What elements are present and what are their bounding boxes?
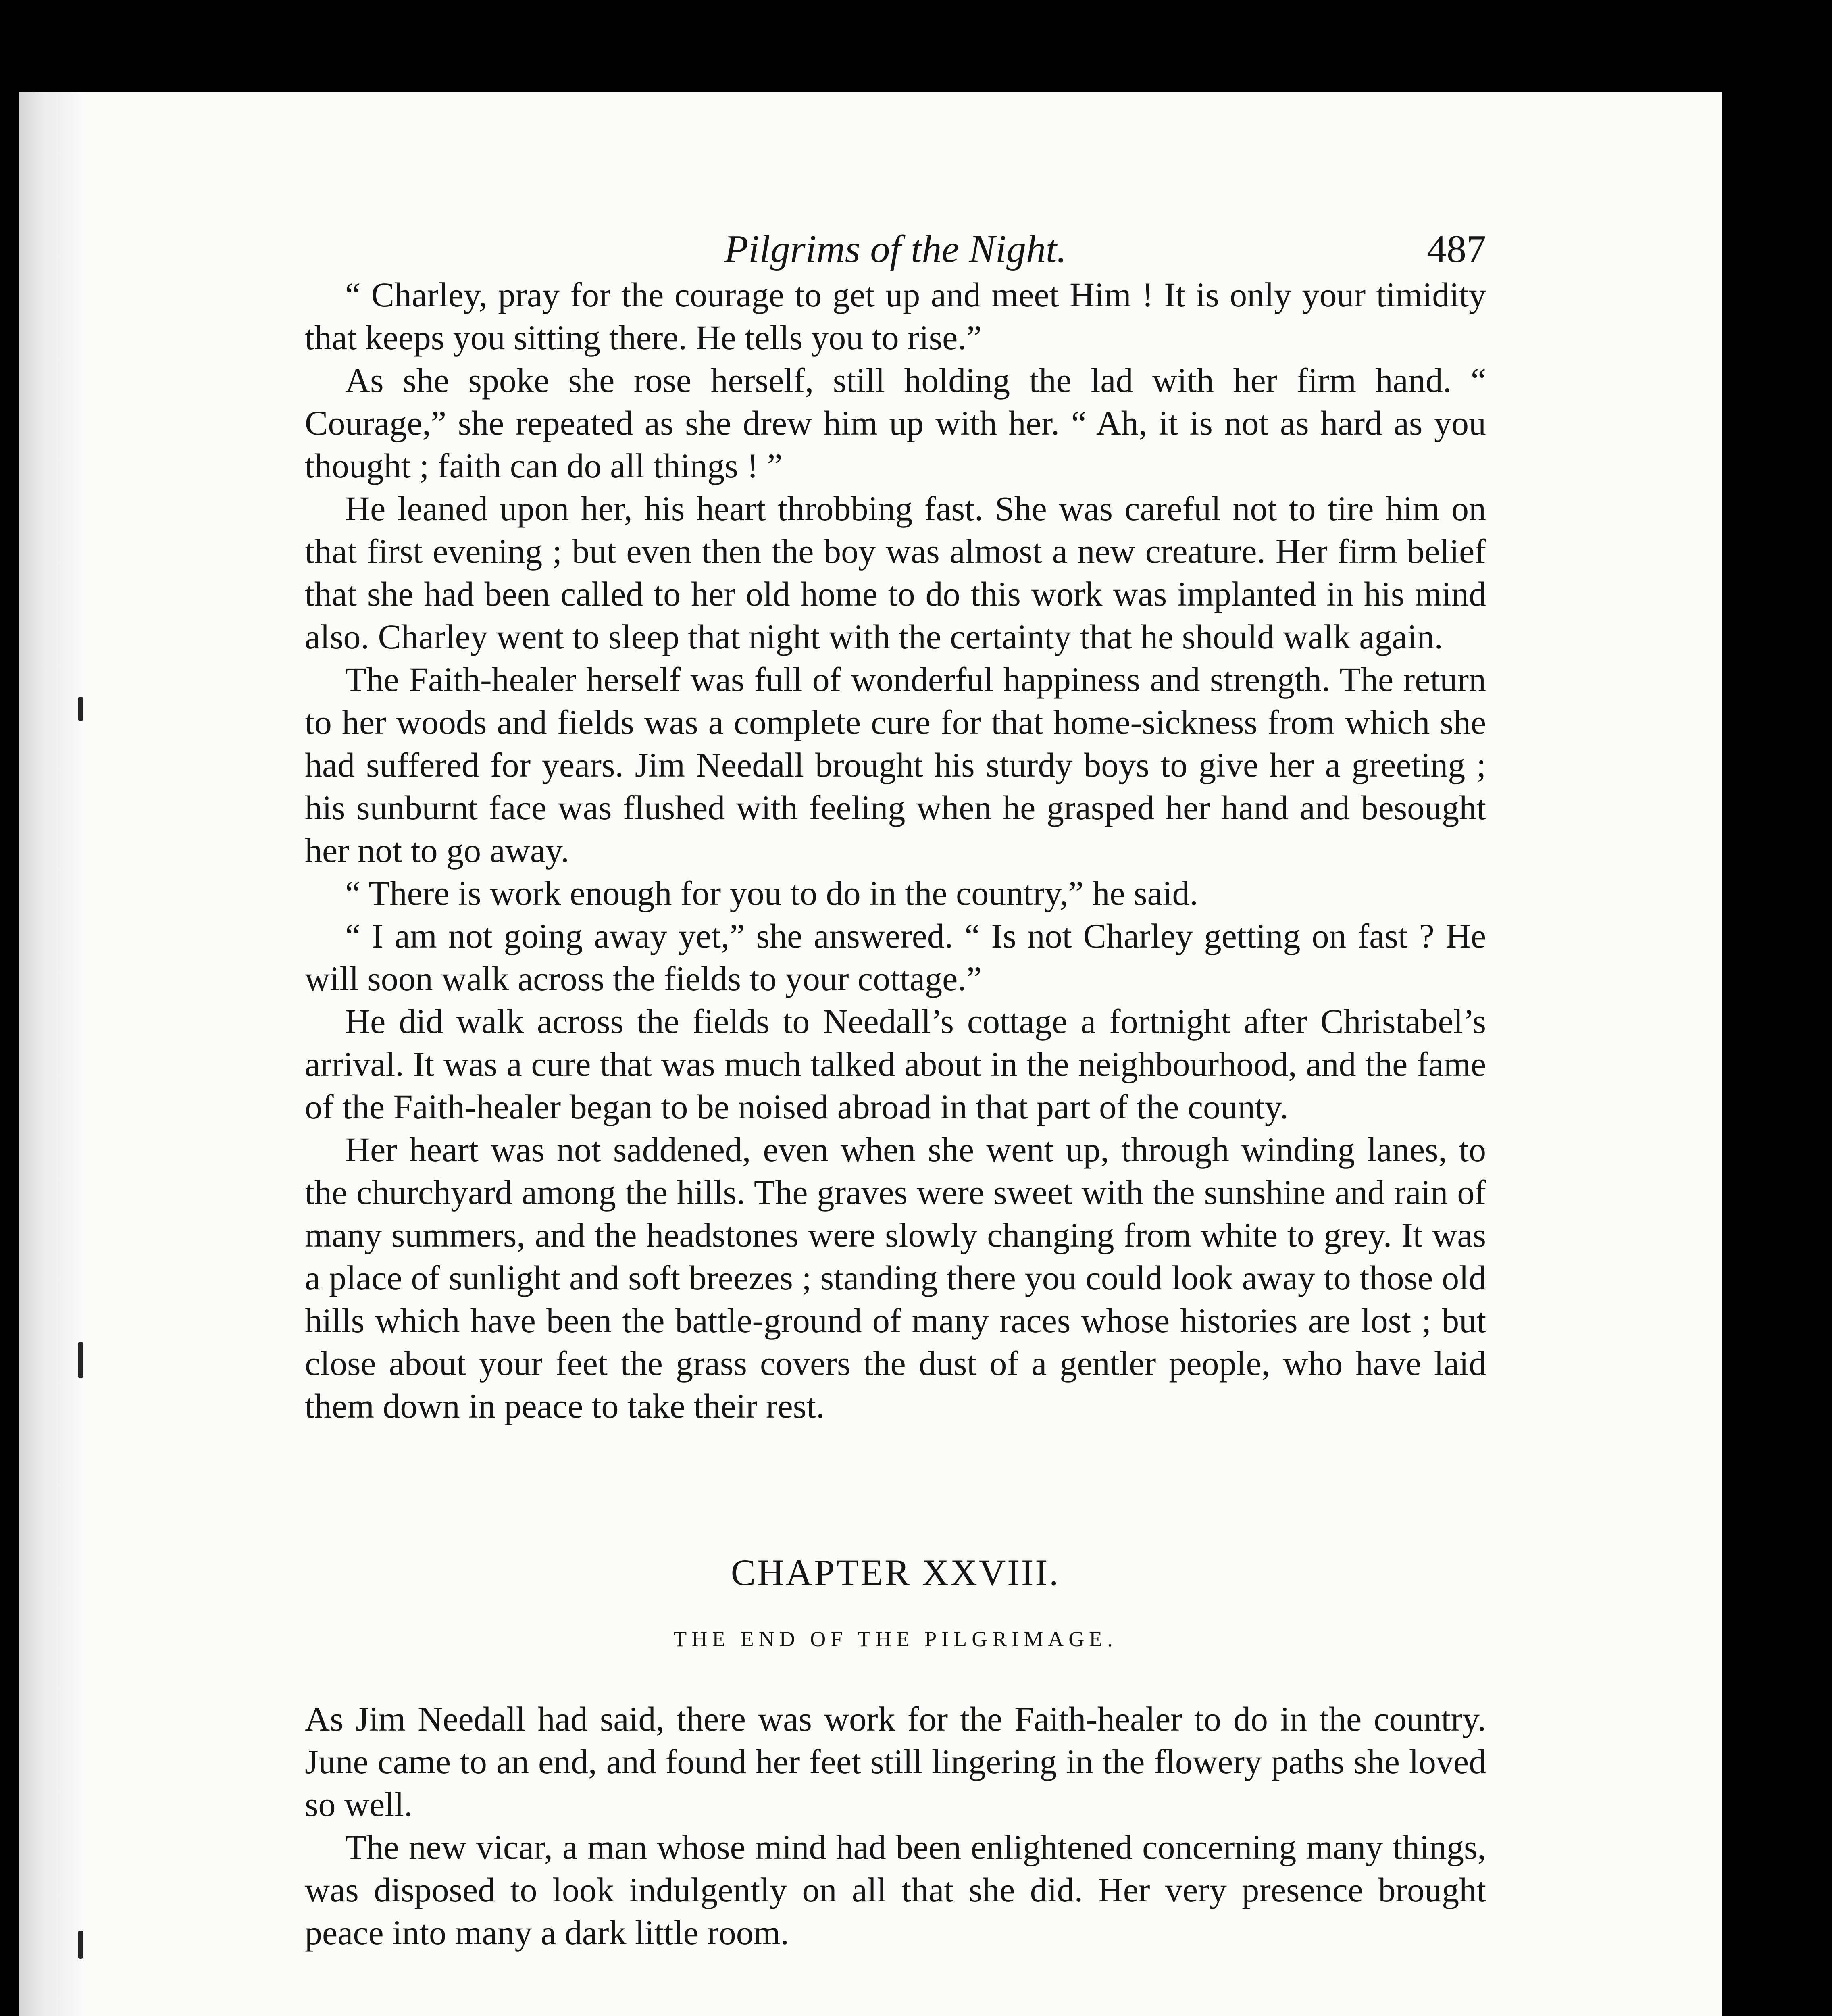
book-spine-shadow [19,92,80,2016]
spine-mark [78,1931,83,1959]
chapter-subtitle: THE END OF THE PILGRIMAGE. [673,1627,1118,1651]
paragraph: As Jim Needall had said, there was work for the Faith-healer to do in the country. June came to an end, and found her feet still lingering in the flowery paths she loved so well. [305,1699,1486,1824]
paragraph: Her heart was not saddened, even when she went up, through winding lanes, to the churchyard among the hills. The graves were sweet with the sunshine and rain of many summers, and the headstones were slowly changing from white to grey. It was a place of sunlight and soft breezes ; standing there you could look away to those old hills which have been the battle-ground of many races whose histories are lost ; but close about your feet the grass covers the dust of a gentler people, who have laid them down in peace to take their rest. [305,1130,1486,1425]
page-number: 487 [1427,227,1486,271]
spine-mark [78,697,83,721]
paragraph: The Faith-healer herself was full of wonderful happiness and strength. The return to her woods and fields was a complete cure for that home-sickness from which she had suffered for years. Jim Needall brought his sturdy boys to give her a greeting ; his sunburnt face was flushed with feeling when he grasped her hand and besought her not to go away. [305,660,1486,870]
paragraph: The new vicar, a man whose mind had been enlightened concerning many things, was disposed to look indulgently on all that she did. Her very presence brought peace into many a dark little room. [305,1828,1486,1952]
paragraph: “ There is work enough for you to do in the country,” he said. [345,874,1199,912]
running-head [305,225,1486,273]
book-page [19,92,1722,2016]
running-title: Pilgrims of the Night. [724,227,1067,271]
paragraph: “ I am not going away yet,” she answered. “ Is not Charley getting on fast ? He will soon walk across the fields to your cottage.” [305,916,1486,998]
paragraph: As she spoke she rose herself, still holding the lad with her firm hand. “ Courage,” she repeated as she drew him up with her. “ Ah, it is not as hard as you thought ; faith can do all things ! ” [305,361,1486,485]
chapter-title: CHAPTER XXVIII. [731,1552,1060,1593]
page-text-block [305,225,1486,1954]
paragraph: He did walk across the fields to Needall’s cottage a fortnight after Christabel’s arrival. It was a cure that was much talked about in the neighbourhood, and the fame of the Faith-healer began to be noised abroad in that part of the county. [305,1002,1486,1126]
spine-mark [78,1342,83,1378]
paragraph: “ Charley, pray for the courage to get up and meet Him ! It is only your timidity that keeps you sitting there. He tells you to rise.” [305,275,1486,357]
paragraph: He leaned upon her, his heart throbbing fast. She was careful not to tire him on that first evening ; but even then the boy was almost a new creature. Her firm belief that she had been called to her old home to do this work was implanted in his mind also. Charley went to sleep that night with the certainty that he should walk again. [305,489,1486,656]
